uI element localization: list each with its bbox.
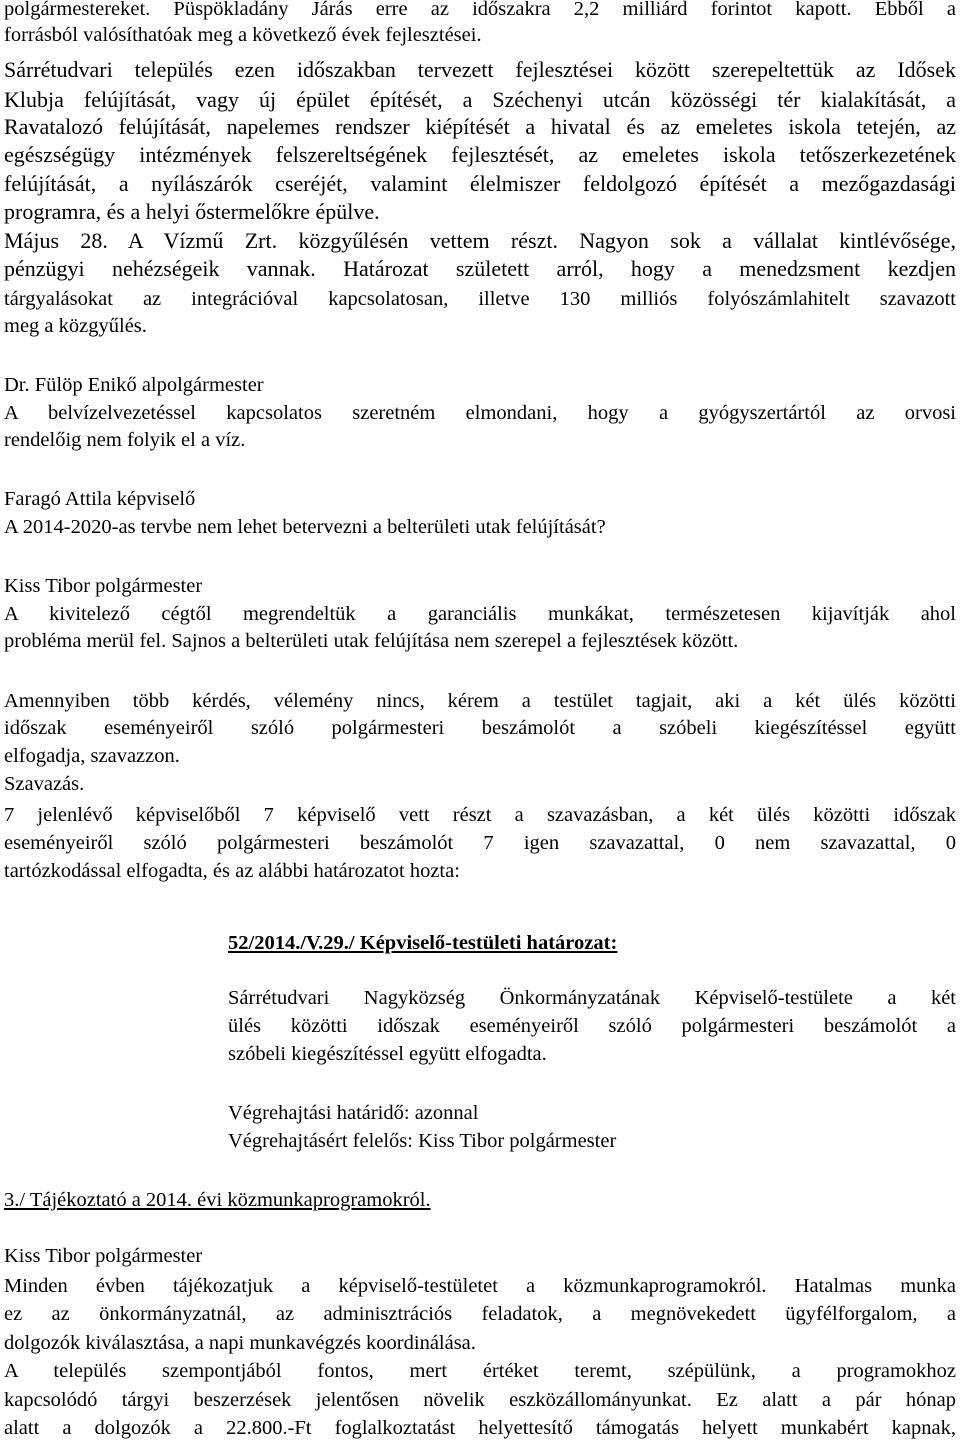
resolution-responsible: Végrehajtásért felelős: Kiss Tibor polgármester <box>228 1130 617 1152</box>
text-line: felújítását, a nyílászárók cseréjét, valamint élelmiszer feldolgozó építését a mezőgazdasági <box>4 171 956 196</box>
section-heading: 3./ Tájékoztató a 2014. évi közmunkaprogramokról. <box>4 1189 431 1211</box>
resolution-deadline: Végrehajtási határidő: azonnal <box>228 1102 479 1124</box>
text-line: alatt a dolgozók a 22.800.-Ft foglalkoztatást helyettesítő támogatás helyett munkabért kapnak, <box>4 1417 956 1439</box>
text-line: elfogadja, szavazzon. <box>4 745 180 767</box>
text-line: probléma merül fel. Sajnos a belterületi utak felújítása nem szerepel a fejlesztések között. <box>4 630 739 652</box>
text-line: Klubja felújítását, vagy új épület építését, a Széchenyi utcán közösségi tér kialakítását, a <box>4 87 956 112</box>
text-line: A település szempontjából fontos, mert értéket teremt, szépülünk, a programokhoz <box>4 1360 956 1382</box>
resolution-text: Sárrétudvari Nagyközség Önkormányzatának Képviselő-testülete a két <box>228 987 956 1009</box>
speaker-name: Kiss Tibor polgármester <box>4 1245 203 1267</box>
text-line: tartózkodással elfogadta, és az alábbi határozatot hozta: <box>4 860 460 882</box>
text-line: időszak eseményeiről szóló polgármesteri beszámolót a szóbeli kiegészítéssel együtt <box>4 717 956 739</box>
text-line: Minden évben tájékozatjuk a képviselő-testületet a közmunkaprogramokról. Hatalmas munka <box>4 1275 956 1297</box>
text-line: forrásból valósíthatóak meg a következő évek fejlesztései. <box>4 24 482 46</box>
text-line: kapcsolódó tárgyi beszerzések jelentősen növelik eszközállományunkat. Ez alatt a pár hónap <box>4 1389 956 1411</box>
text-line: Ravatalozó felújítását, napelemes rendszer kiépítését a hivatal és az emeletes iskola tetején, az <box>4 114 956 139</box>
text-line: Amennyiben több kérdés, vélemény nincs, kérem a testület tagjait, aki a két ülés közötti <box>4 690 956 712</box>
text-line: polgármestereket. Püspökladány Járás erre az időszakra 2,2 milliárd forintot kapott. Ebből a <box>4 0 956 20</box>
speaker-name: Dr. Fülöp Enikő alpolgármester <box>4 374 264 396</box>
text-line: Sárrétudvari település ezen időszakban tervezett fejlesztései között szerepeltettük az Idősek <box>4 57 956 82</box>
text-line: pénzügyi nehézségeik vannak. Határozat született arról, hogy a menedzsment kezdjen <box>4 256 956 281</box>
text-line: ez az önkormányzatnál, az adminisztrációs feladatok, a megnövekedett ügyfélforgalom, a <box>4 1303 956 1325</box>
text-line: Szavazás. <box>4 773 85 795</box>
text-line: 7 jelenlévő képviselőből 7 képviselő vett részt a szavazásban, a két ülés közötti időszak <box>4 804 956 826</box>
resolution-title: 52/2014./V.29./ Képviselő-testületi határozat: <box>228 932 618 954</box>
text-line: A 2014-2020-as tervbe nem lehet betervezni a belterületi utak felújítását? <box>4 516 606 538</box>
resolution-text: szóbeli kiegészítéssel együtt elfogadta. <box>228 1043 547 1065</box>
text-line: eseményeiről szóló polgármesteri beszámolót 7 igen szavazattal, 0 nem szavazattal, 0 <box>4 832 956 854</box>
text-line: tárgyalásokat az integrációval kapcsolatosan, illetve 130 milliós folyószámlahitelt szavazott <box>4 288 956 310</box>
text-line: A belvízelvezetéssel kapcsolatos szeretném elmondani, hogy a gyógyszertártól az orvosi <box>4 402 956 424</box>
speaker-name: Faragó Attila képviselő <box>4 488 196 510</box>
text-line: A kivitelező cégtől megrendeltük a garanciális munkákat, természetesen kijavítják ahol <box>4 603 956 625</box>
text-line: programra, és a helyi őstermelőkre épülve. <box>4 199 380 224</box>
text-line: Május 28. A Vízmű Zrt. közgyűlésén vettem részt. Nagyon sok a vállalat kintlévősége, <box>4 228 956 253</box>
text-line: rendelőig nem folyik el a víz. <box>4 429 246 451</box>
speaker-name: Kiss Tibor polgármester <box>4 575 203 597</box>
text-line: egészségügy intézmények felszereltségének fejlesztését, az emeletes iskola tetőszerkezetének <box>4 142 956 167</box>
text-line: meg a közgyűlés. <box>4 315 147 337</box>
resolution-text: ülés közötti időszak eseményeiről szóló polgármesteri beszámolót a <box>228 1015 956 1037</box>
text-line: dolgozók kiválasztása, a napi munkavégzés koordinálása. <box>4 1332 476 1354</box>
